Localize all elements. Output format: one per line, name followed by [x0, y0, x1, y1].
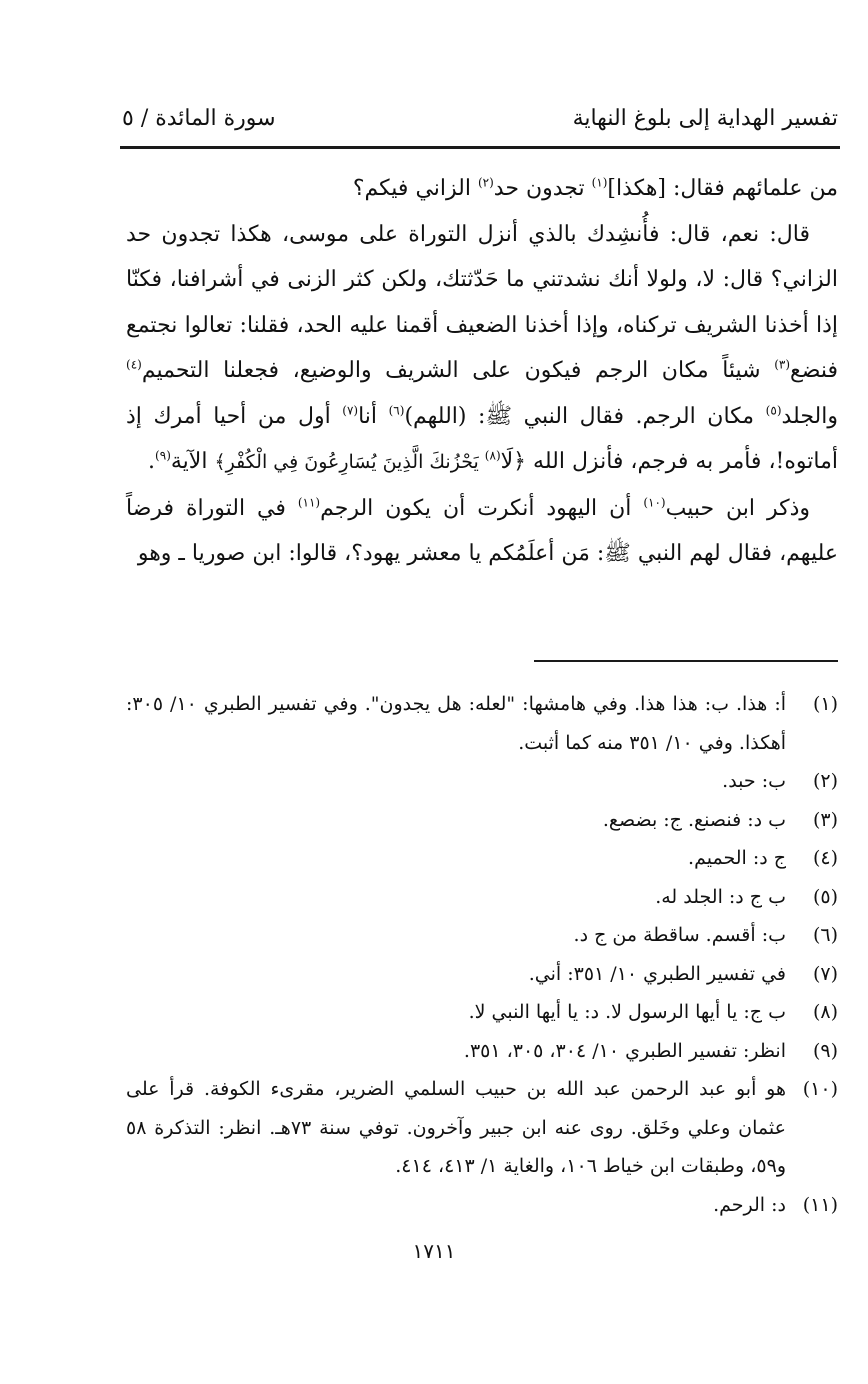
footnote-text: ب: حبد.	[722, 770, 786, 792]
footnote-ref-10: (١٠)	[643, 495, 666, 510]
footnote-text: في تفسير الطبري ١٠/ ٣٥١: أني.	[528, 962, 786, 985]
footnote-number: (٢)	[812, 770, 838, 792]
text-run: .	[148, 449, 156, 474]
footnote-number: (١)	[812, 693, 838, 715]
text-run: وذكر ابن حبيب	[665, 495, 810, 521]
footnote	[126, 878, 838, 917]
footnote	[126, 1070, 838, 1186]
footnote-text: ب ج د: الجلد له.	[655, 885, 786, 908]
footnote-text: ب: أقسم. ساقطة من ج د.	[573, 924, 786, 946]
text-run: قال: نعم، قال: فأُنشِدك بالذي أنزل التوراة على موسى، هكذا تجدون حد الزاني؟ قال: لا، ولولا أنك نشدتني ما حَدّثتك، ولكن كثر الزنى في أشرافنا، فكنّا إذا أخذنا الشريف تركناه، وإذا أخذنا الضعيف أقمنا عليه الحد، فقلنا: تعالوا نجتمع فنضع	[126, 221, 838, 383]
book-title: تفسير الهداية إلى بلوغ النهاية	[572, 106, 838, 131]
text-run: أن اليهود أنكرت أن يكون الرجم	[320, 495, 644, 521]
footnote-number: (٥)	[812, 885, 838, 908]
footnote-number: (١١)	[802, 1193, 838, 1216]
footnote	[126, 993, 838, 1032]
text-run: أنا	[358, 403, 389, 429]
footnote-ref-6: (٦)	[388, 403, 405, 418]
paragraph-2	[126, 212, 838, 486]
surah-label: سورة المائدة / ٥	[122, 106, 276, 131]
footnote-number: (٨)	[812, 1001, 838, 1023]
footnote	[126, 955, 838, 994]
text-run: الآية	[170, 449, 215, 474]
page-number: ١٧١١	[412, 1239, 456, 1263]
text-run: من علمائهم فقال: [هكذا]	[607, 176, 838, 201]
footnote-text: ب د: فنصنع. ج: بضصع.	[602, 808, 786, 831]
footnote-ref-1: (١)	[591, 175, 608, 190]
footnote	[126, 801, 838, 840]
footnote	[126, 1186, 838, 1225]
footnote-rule	[534, 660, 838, 662]
text-run: والجلد	[781, 403, 838, 429]
footnote-text: ج د: الحميم.	[688, 847, 786, 869]
footnotes	[126, 685, 838, 1224]
paragraph-3	[126, 486, 838, 577]
footnote	[126, 762, 838, 801]
footnote-text: أ: هذا. ب: هذا هذا. وفي هامشها: "لعله: هل يجدون". وفي تفسير الطبري ١٠/ ٣٠٥: أهكذا. وفي ١٠/ ٣٥١ منه كما أثبت.	[126, 693, 786, 754]
footnote-text: د: الرحم.	[713, 1193, 786, 1216]
footnote-ref-3: (٣)	[774, 357, 791, 372]
header-rule	[120, 146, 840, 149]
footnote-ref-4: (٤)	[126, 357, 142, 372]
quran-verse: يَحْزُنكَ الَّذِينَ يُسَارِعُونَ فِي الْكُفْرِ﴾	[214, 451, 485, 473]
footnote	[126, 685, 838, 762]
footnote-ref-2: (٢)	[477, 175, 494, 190]
footnote-ref-7: (٧)	[342, 403, 359, 418]
running-header	[122, 104, 838, 144]
main-text	[126, 166, 838, 577]
text-run: في التوراة فرضاً عليهم، فقال لهم النبي ﷺ: مَن أعلَمُكم يا معشر يهود؟، قالوا: ابن صوريا ـ وهو	[126, 495, 838, 566]
footnote-text: ب ج: يا أيها الرسول لا. د: يا أيها النبي لا.	[468, 1001, 786, 1023]
footnote-number: (٧)	[812, 962, 838, 985]
footnote-number: (١٠)	[802, 1078, 838, 1100]
text-run: مكان الرجم. فقال النبي ﷺ: (اللهم)	[404, 403, 766, 429]
footnote-number: (٩)	[812, 1039, 838, 1062]
footnote-ref-9: (٩)	[155, 448, 171, 463]
text-run: شيئاً مكان الرجم فيكون على الشريف والوضيع، فجعلنا التحميم	[141, 358, 775, 383]
footnote	[126, 916, 838, 955]
paragraph-1	[126, 166, 838, 212]
footnote-text: هو أبو عبد الرحمن عبد الله بن حبيب السلمي الضرير، مقرىء الكوفة. قرأ على عثمان وعلي وخَلق. روى عنه ابن جبير وآخرون. توفي سنة ٧٣هـ. انظر: التذكرة ٥٨ و٥٩، وطبقات ابن خياط ١٠٦، والغاية ١/ ٤١٣، ٤١٤.	[126, 1078, 786, 1177]
footnote-number: (٣)	[812, 808, 838, 831]
footnote	[126, 839, 838, 878]
text-run: أول من أحيا أمرك إذ أماتوه!، فأمر به فرجم، فأنزل الله ﴿لَا	[126, 403, 838, 474]
footnote-number: (٤)	[812, 847, 838, 869]
text-run: الزاني فيكم؟	[352, 176, 478, 201]
footnote-ref-5: (٥)	[765, 403, 782, 418]
text-run: تجدون حد	[493, 176, 592, 201]
footnote	[126, 1032, 838, 1071]
footnote-ref-11: (١١)	[297, 495, 321, 510]
footnote-text: انظر: تفسير الطبري ١٠/ ٣٠٤، ٣٠٥، ٣٥١.	[463, 1039, 786, 1062]
footnote-ref-8: (٨)	[484, 448, 501, 463]
footnote-number: (٦)	[812, 924, 838, 946]
